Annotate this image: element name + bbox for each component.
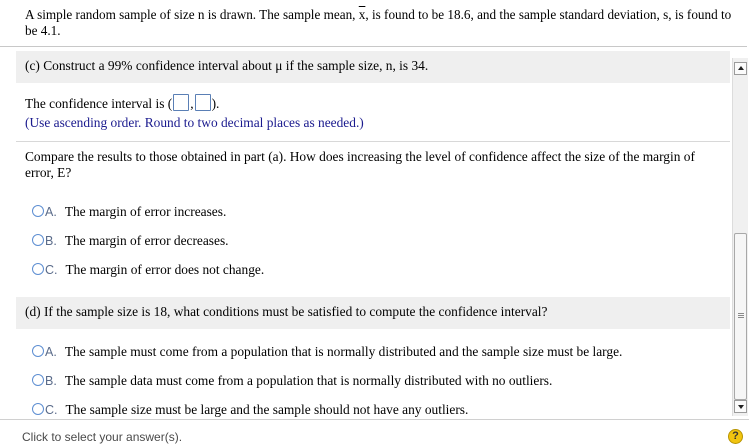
radio-icon[interactable]: [32, 403, 44, 415]
scroll-up-arrow-icon: [738, 66, 744, 70]
option-letter: C.: [45, 403, 58, 417]
option-letter: B.: [45, 234, 57, 248]
confidence-interval-line: [25, 94, 219, 112]
statement-text-start: A simple random sample of size n is drawn. The sample mean,: [25, 7, 359, 22]
option-text: The sample size must be large and the sample should not have any outliers.: [65, 402, 469, 417]
option-letter: A.: [45, 205, 57, 219]
interval-prefix: The confidence interval is (: [25, 96, 173, 111]
help-icon[interactable]: ?: [728, 429, 743, 444]
part-c-option-c[interactable]: [32, 262, 264, 278]
radio-icon[interactable]: [32, 234, 44, 246]
divider: [16, 141, 730, 142]
part-c-heading: (c) Construct a 99% confidence interval about μ if the sample size, n, is 34.: [25, 58, 429, 73]
problem-statement: [25, 7, 737, 39]
status-bar: [0, 419, 749, 447]
option-text: The sample data must come from a population that is normally distributed with no outliers.: [64, 373, 553, 388]
part-c-option-b[interactable]: [32, 233, 229, 249]
option-text: The margin of error does not change.: [65, 262, 265, 277]
scroll-down-arrow-icon: [738, 405, 744, 409]
scrollbar-thumb[interactable]: [734, 233, 747, 400]
part-c-heading-bar: [16, 51, 730, 83]
interval-suffix: ).: [211, 96, 220, 111]
part-d-heading: (d) If the sample size is 18, what conditions must be satisfied to compute the confidence interval?: [25, 304, 548, 319]
radio-icon[interactable]: [32, 205, 44, 217]
problem-statement-panel: [0, 0, 747, 47]
part-c-option-a[interactable]: [32, 204, 226, 220]
option-letter: A.: [45, 345, 57, 359]
part-d-option-a[interactable]: [32, 344, 622, 360]
part-c-question: Compare the results to those obtained in part (a). How does increasing the level of confidence affect the size of the margin of error, E?: [25, 149, 695, 180]
option-letter: C.: [45, 263, 58, 277]
statement-text-end: , is found to be 18.6, and the sample standard deviation, s, is found to be 4.1.: [25, 7, 732, 38]
grip-line: [738, 315, 744, 316]
question-content: [0, 47, 733, 418]
part-d-option-c[interactable]: [32, 402, 468, 418]
part-d-option-b[interactable]: [32, 373, 552, 389]
radio-icon[interactable]: [32, 374, 44, 386]
option-letter: B.: [45, 374, 57, 388]
grip-line: [738, 313, 744, 314]
interval-separator: ,: [190, 96, 194, 111]
vertical-scrollbar[interactable]: [732, 58, 748, 416]
option-text: The margin of error increases.: [64, 204, 227, 219]
rounding-instruction: (Use ascending order. Round to two decimal places as needed.): [25, 115, 364, 130]
scroll-up-button[interactable]: [734, 62, 747, 75]
radio-icon[interactable]: [32, 263, 44, 275]
option-text: The sample must come from a population that is normally distributed and the sample size must be large.: [64, 344, 623, 359]
upper-bound-input[interactable]: [195, 94, 211, 111]
lower-bound-input[interactable]: [173, 94, 189, 111]
grip-line: [738, 317, 744, 318]
sample-mean-symbol: $\overline{x}$: [358, 7, 366, 22]
status-text: Click to select your answer(s).: [22, 430, 183, 444]
scroll-down-button[interactable]: [734, 400, 747, 413]
part-d-heading-bar: [16, 297, 730, 329]
radio-icon[interactable]: [32, 345, 44, 357]
option-text: The margin of error decreases.: [64, 233, 229, 248]
